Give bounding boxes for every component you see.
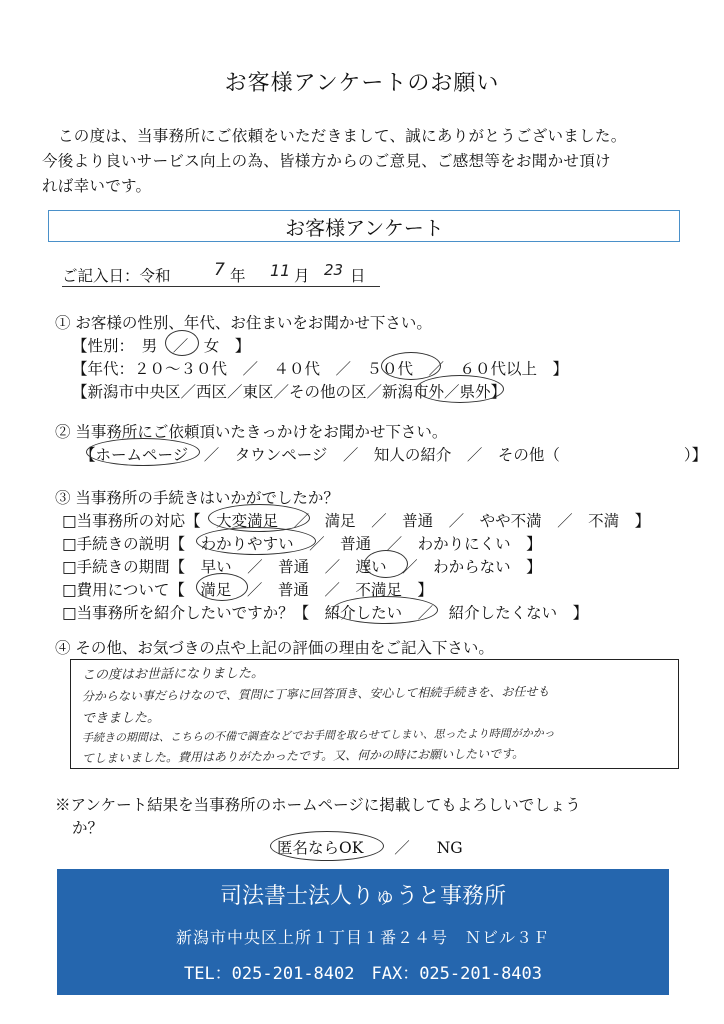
- q1-residence: 【新潟市中央区／西区／東区／その他の区／新潟市外／県外】: [72, 383, 507, 401]
- selected-circle-age: [381, 352, 441, 380]
- intro-line-2: 今後より良いサービス向上の為、皆様方からのご意見、ご感想等をお聞かせ頂け: [42, 152, 611, 170]
- consent-line-2: か？: [72, 819, 104, 837]
- q3-row-recommend: □当事務所を紹介したいですか？【 紹介したい ／ 紹介したくない 】: [62, 604, 589, 622]
- office-address: 新潟市中央区上所１丁目１番２４号 Ｎビル３Ｆ: [175, 928, 550, 947]
- q3-row-fee: □費用について【 満足 ／ 普通 ／ 不満足 】: [62, 581, 433, 599]
- office-name: 司法書士法人りゅうと事務所: [219, 884, 506, 909]
- q1-age: 【年代：２０～３０代 ／ ４０代 ／ ５０代 ／ ６０代以上 】: [72, 360, 569, 378]
- date-month-unit: 月: [294, 267, 310, 285]
- consent-line-1: ※アンケート結果を当事務所のホームページに掲載してもよろしいでしょう: [55, 796, 581, 814]
- date-year: 7: [214, 260, 225, 280]
- page-title: お客様アンケートのお願い: [224, 71, 500, 96]
- q3-row-response: □当事務所の対応【 大変満足 ／ 満足 ／ 普通 ／ やや不満 ／ 不満 】: [62, 512, 651, 530]
- comment-line-3: できました。: [81, 710, 161, 727]
- selected-circle-gender: [165, 330, 199, 356]
- comment-line-2: 分からない事だらけなので、質問に丁寧に回答頂き、安心して相続手続きを、お任せも: [81, 684, 550, 704]
- q3-heading: ③ 当事務所の手続きはいかがでしたか？: [55, 489, 339, 507]
- intro-line-3: れば幸いです。: [42, 177, 152, 195]
- date-field: [62, 260, 380, 287]
- comment-line-4: 手続きの期間は、こちらの不備で調査などでお手間を取らせてしまい、思ったより時間がかかっ: [81, 726, 555, 745]
- selected-circle-duration: [364, 550, 408, 578]
- q1-gender: 【性別： 男 ／ 女 】: [72, 337, 251, 355]
- consent-ok: 匿名ならOK: [277, 839, 364, 857]
- comment-line-5: てしまいました。費用はありがたかったです。又、何かの時にお願いしたいです。: [81, 746, 525, 766]
- office-contact: TEL：025-201-8402 FAX：025-201-8403: [183, 964, 543, 984]
- date-year-unit: 年: [230, 267, 246, 285]
- consent-separator: ／: [394, 839, 410, 857]
- selected-circle-residence: [416, 375, 504, 403]
- survey-title: お客様アンケート: [285, 216, 444, 240]
- q4-heading: ④ その他、お気づきの点や上記の評価の理由をご記入下さい。: [55, 639, 494, 657]
- q3-row-duration: □手続きの期間【 早い ／ 普通 ／ 遅い ／ わからない 】: [62, 558, 542, 576]
- q1-heading: ① お客様の性別、年代、お住まいをお聞かせ下さい。: [55, 314, 432, 332]
- q2-options: 【ホームページ ／ タウンページ ／ 知人の紹介 ／ その他（ ）】: [80, 446, 708, 464]
- date-month: 11: [270, 261, 291, 280]
- date-day: 23: [324, 261, 344, 279]
- consent-ng: NG: [436, 839, 463, 857]
- selected-circle-referral: [86, 438, 200, 466]
- office-footer: [57, 869, 669, 995]
- intro-line-1: この度は、当事務所にご依頼をいただきまして、誠にありがとうございました。: [58, 127, 627, 145]
- selected-circle-explanation: [196, 527, 316, 555]
- q2-heading: ② 当事務所にご依頼頂いたきっかけをお聞かせ下さい。: [55, 423, 448, 441]
- comment-line-1: この度はお世話になりました。: [81, 666, 265, 683]
- selected-circle-fee: [196, 573, 248, 601]
- q3-row-explanation: □手続きの説明【 わかりやすい ／ 普通 ／ わかりにくい 】: [62, 535, 542, 553]
- date-label: ご記入日：令和: [62, 267, 171, 285]
- selected-circle-recommend: [332, 596, 438, 624]
- date-day-unit: 日: [350, 267, 366, 285]
- selected-circle-consent: [270, 831, 384, 861]
